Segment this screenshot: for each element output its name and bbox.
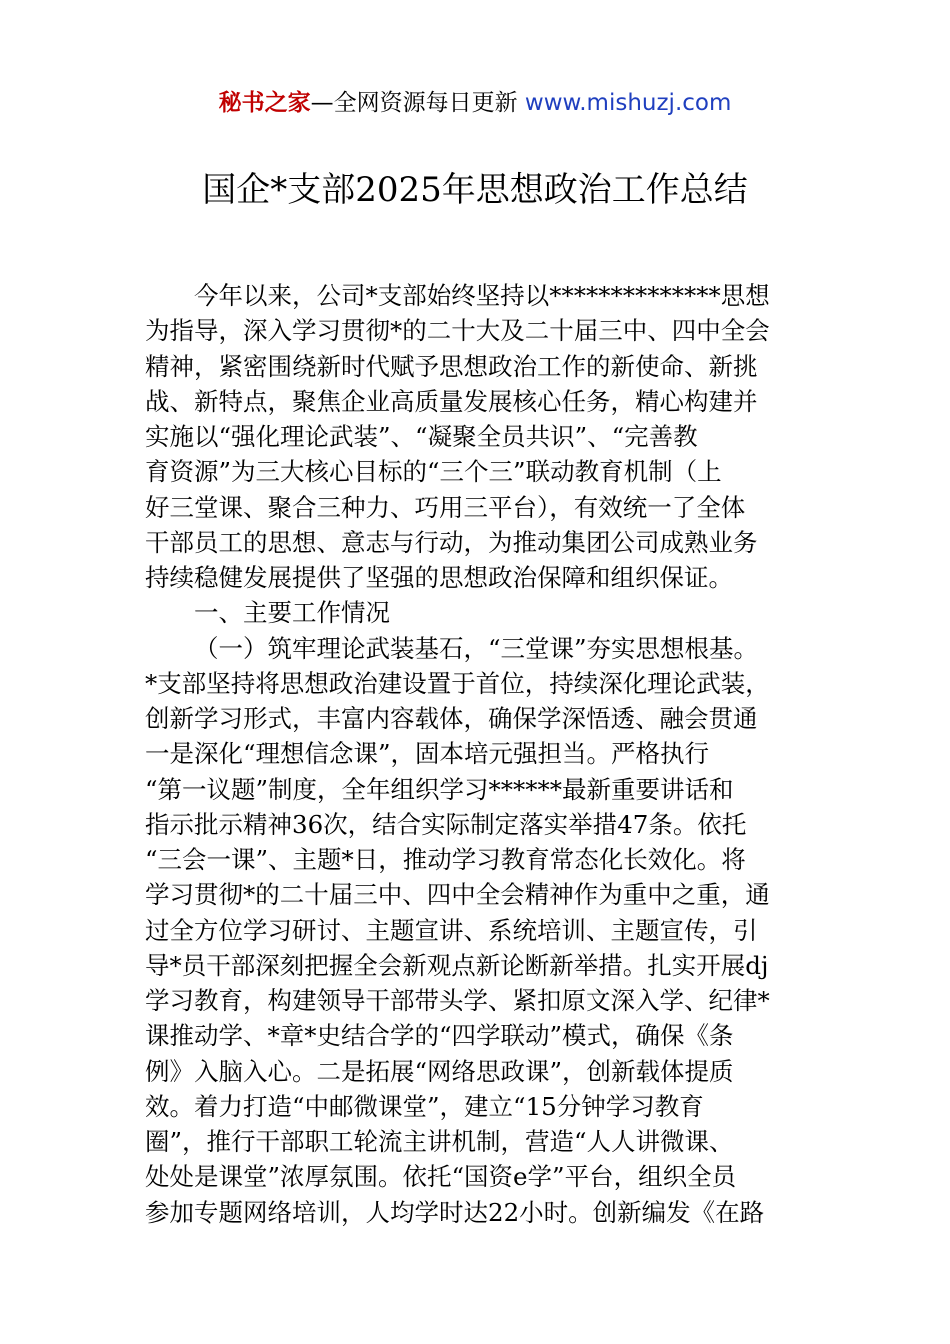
paragraph-line: 过全方位学习研讨、主题宣讲、系统培训、主题宣传，引 [145,915,758,945]
paragraph-line: 一是深化“理想信念课”，固本培元强担当。严格执行 [145,739,710,769]
paragraph-line: 参加专题网络培训，人均学时达22小时。创新编发《在路 [145,1197,765,1227]
paragraph-line: 实施以“强化理论武装”、“凝聚全员共识”、“完善教 [145,422,698,451]
paragraph-line: 好三堂课、聚合三种力、巧用三平台），有效统一了全体 [145,492,746,522]
subsection-heading: （一）筑牢理论武装基石，“三堂课”夯实思想根基。 [194,633,759,663]
paragraph-line: 育资源”为三大核心目标的“三个三”联动教育机制（上 [145,457,722,487]
paragraph-line: 导*员干部深刻把握全会新观点新论断新举措。扎实开展dj [145,950,769,980]
paragraph-line: 战、新特点，聚焦企业高质量发展核心任务，精心构建并 [145,386,758,416]
paragraph-line: *支部坚持将思想政治建设置于首位，持续深化理论武装， [145,668,770,698]
paragraph-line: 课推动学、*章*史结合学的“四学联动”模式，确保《条 [145,1021,734,1051]
paragraph-line: 圈”，推行干部职工轮流主讲机制，营造“人人讲微课、 [145,1127,734,1156]
paragraph-line: 指示批示精神36次，结合实际制定落实举措47条。依托 [145,809,747,839]
paragraph-line: 创新学习形式，丰富内容载体，确保学深悟透、融会贯通 [145,704,758,733]
paragraph-line: 干部员工的思想、意志与行动，为推动集团公司成熟业务 [145,527,758,557]
site-url-link[interactable]: www.mishuzj.com [524,90,732,116]
paragraph-line: 为指导，深入学习贯彻*的二十大及二十届三中、四中全会 [145,316,770,346]
paragraph-line: 效。着力打造“中邮微课堂”，建立“15分钟学习教育 [145,1091,704,1121]
paragraph-line: 学习教育，构建领导干部带头学、紧扣原文深入学、纪律* [145,986,770,1015]
paragraph-line: “第一议题”制度，全年组织学习******最新重要讲话和 [145,774,734,804]
document-title: 国企*支部2025年思想政治工作总结 [202,170,748,210]
paragraph-line: “三会一课”、主题*日，推动学习教育常态化长效化。将 [145,845,746,874]
header-tagline: —全网资源每日更新 [310,90,525,116]
paragraph-line: 例》入脑入心。二是拓展“网络思政课”，创新载体提质 [145,1056,734,1086]
paragraph-line: 持续稳健发展提供了坚强的思想政治保障和组织保证。 [145,563,733,592]
site-header [0,86,950,120]
paragraph-line: 精神，紧密围绕新时代赋予思想政治工作的新使命、新挑 [145,351,758,381]
paragraph-line: 今年以来，公司*支部始终坚持以**************思想 [194,281,770,310]
paragraph-line: 处处是课堂”浓厚氛围。依托“国资e学”平台，组织全员 [145,1162,737,1192]
paragraph-line: 学习贯彻*的二十届三中、四中全会精神作为重中之重，通 [145,880,770,910]
document-body [145,278,810,1230]
brand-name: 秘书之家 [218,90,311,116]
section-heading: 一、主要工作情况 [194,598,390,628]
